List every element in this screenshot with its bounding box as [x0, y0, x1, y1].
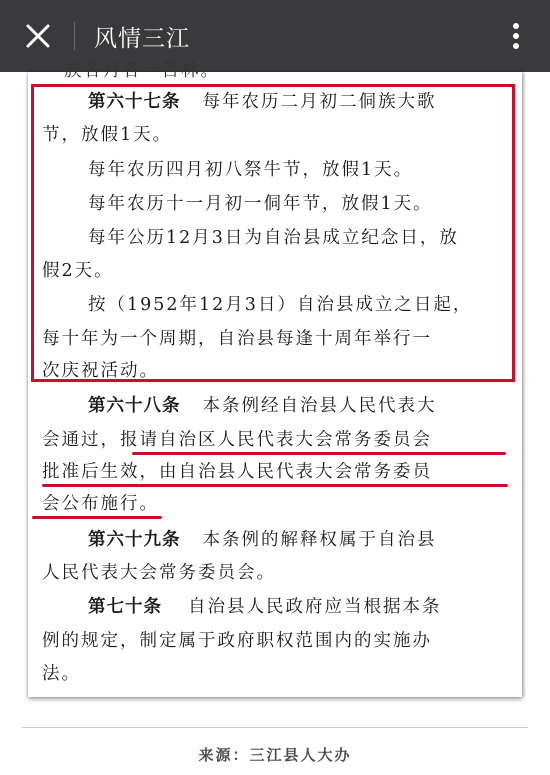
cut-off-text-line: 族各月各一苦林。 [64, 61, 220, 81]
close-button[interactable] [16, 14, 60, 58]
article-67-text: 每年农历二月初二侗族大歌 [202, 92, 437, 112]
more-button[interactable] [498, 14, 534, 58]
article-69-text: 本条例的解释权属于自治县 [202, 530, 437, 550]
footer-divider [22, 727, 528, 728]
article-68-line-3: 批准后生效，由自治县人民代表大会常务委员 [42, 462, 432, 482]
article-67-heading: 第六十七条 [88, 92, 181, 112]
red-underline-2 [42, 484, 508, 487]
article-69-heading: 第六十九条 [88, 530, 181, 550]
article-70-heading: 第七十条 [88, 597, 162, 617]
article-67-line-3: 每年农历四月初八祭牛节，放假1天。 [88, 160, 414, 180]
article-68-heading: 第六十八条 [88, 396, 181, 416]
source-caption: 来源：三江县人大办 [198, 746, 352, 764]
article-67-line-6: 假2天。 [42, 261, 114, 281]
article-70-line-3: 法。 [42, 664, 81, 684]
article-68-line-4: 会公布施行。 [42, 494, 159, 514]
article-67-line-1 [88, 90, 437, 114]
article-67-line-2: 节，放假1天。 [42, 125, 173, 145]
red-underline-3 [32, 516, 162, 519]
article-67-line-5: 每年公历12月3日为自治县成立纪念日，放 [88, 228, 459, 248]
article-68-line-1 [88, 394, 437, 418]
page-title: 风情三江 [94, 26, 190, 52]
article-68-text: 本条例经自治县人民代表大 [202, 396, 437, 416]
article-67-line-8: 每十年为一个周期，自治县每逢十周年举行一 [42, 329, 432, 349]
article-67-line-4: 每年农历十一月初一侗年节，放假1天。 [88, 194, 433, 214]
close-icon [25, 23, 51, 49]
article-67-line-7: 按（1952年12月3日）自治县成立之日起， [88, 295, 473, 315]
article-68-line-2: 会通过，报请自治区人民代表大会常务委员会 [42, 430, 432, 450]
article-69-line-1 [88, 528, 437, 552]
article-70-line-2: 例的规定，制定属于政府职权范围内的实施办 [42, 631, 432, 651]
article-69-line-2: 人民代表大会常务委员会。 [42, 563, 276, 583]
topbar-divider [74, 22, 75, 50]
article-70-line-1 [88, 595, 442, 619]
document-page [28, 61, 522, 697]
article-67-line-9: 次庆祝活动。 [42, 361, 159, 381]
more-vertical-icon [512, 22, 520, 50]
article-70-text: 自治县人民政府应当根据本条 [188, 597, 442, 617]
red-underline-1 [132, 452, 506, 455]
